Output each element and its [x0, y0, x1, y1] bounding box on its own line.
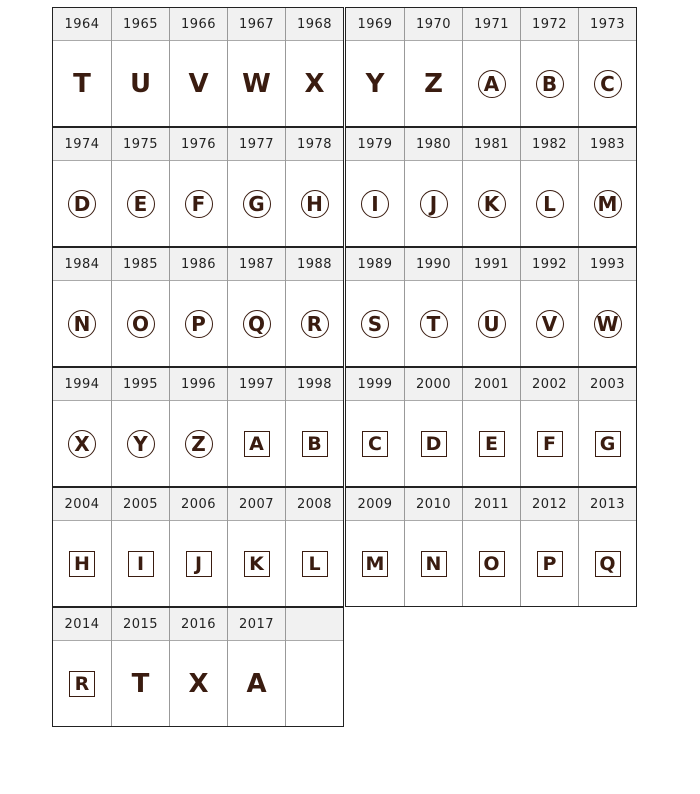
letter-cell	[463, 41, 520, 126]
year-label: 1995	[112, 368, 169, 401]
date-letter-square: G	[595, 431, 621, 457]
letter-cell	[170, 401, 227, 486]
date-letter-circle: J	[420, 190, 448, 218]
year-cell	[404, 488, 462, 606]
date-letter-circle: D	[68, 190, 96, 218]
letter-cell	[170, 281, 227, 366]
year-cell	[227, 608, 285, 726]
year-cell	[111, 488, 169, 606]
year-cell	[462, 368, 520, 486]
year-cell	[53, 488, 111, 606]
year-label: 1993	[579, 248, 636, 281]
letter-cell	[228, 641, 285, 726]
letter-cell	[463, 281, 520, 366]
year-row	[53, 486, 343, 606]
date-letter-plain: T	[131, 668, 150, 699]
year-cell	[404, 128, 462, 246]
date-letter-circle: U	[478, 310, 506, 338]
letter-cell	[346, 161, 404, 246]
letter-cell	[463, 401, 520, 486]
year-cell	[578, 368, 636, 486]
year-cell	[462, 488, 520, 606]
year-label: 1985	[112, 248, 169, 281]
letter-cell	[405, 401, 462, 486]
year-row	[346, 486, 636, 606]
year-cell	[578, 8, 636, 126]
letter-cell	[53, 161, 111, 246]
year-cell	[169, 8, 227, 126]
year-label: 1990	[405, 248, 462, 281]
year-cell	[169, 248, 227, 366]
date-letter-circle: O	[127, 310, 155, 338]
year-cell	[227, 8, 285, 126]
date-letter-circle: F	[185, 190, 213, 218]
year-cell	[285, 248, 343, 366]
year-label: 1982	[521, 128, 578, 161]
year-label: 1996	[170, 368, 227, 401]
letter-cell	[53, 641, 111, 726]
year-cell	[53, 128, 111, 246]
year-row	[346, 246, 636, 366]
letter-cell	[346, 521, 404, 606]
letter-cell	[405, 281, 462, 366]
year-label: 2008	[286, 488, 343, 521]
letter-cell	[346, 281, 404, 366]
year-cell	[227, 368, 285, 486]
letter-cell	[579, 161, 636, 246]
date-letter-square: B	[302, 431, 328, 457]
date-letter-square: H	[69, 551, 95, 577]
letter-cell	[521, 41, 578, 126]
letter-cell	[286, 281, 343, 366]
letter-cell	[463, 521, 520, 606]
year-cell	[404, 248, 462, 366]
year-cell	[462, 8, 520, 126]
date-letter-square: N	[421, 551, 447, 577]
letter-cell	[228, 281, 285, 366]
year-cell	[346, 8, 404, 126]
year-label: 2004	[53, 488, 111, 521]
year-label: 2013	[579, 488, 636, 521]
year-cell	[462, 248, 520, 366]
letter-cell	[228, 41, 285, 126]
year-label: 1972	[521, 8, 578, 41]
date-letter-circle: V	[536, 310, 564, 338]
year-label: 2007	[228, 488, 285, 521]
year-label: 2012	[521, 488, 578, 521]
letter-cell	[112, 281, 169, 366]
year-cell	[578, 248, 636, 366]
date-letter-circle: T	[420, 310, 448, 338]
year-cell	[578, 128, 636, 246]
date-letter-square: L	[302, 551, 328, 577]
letter-cell	[53, 41, 111, 126]
year-label: 1979	[346, 128, 404, 161]
date-letter-square: O	[479, 551, 505, 577]
year-row	[53, 8, 343, 126]
year-label: 2001	[463, 368, 520, 401]
year-label: 1967	[228, 8, 285, 41]
date-letter-square: I	[128, 551, 154, 577]
letter-cell	[170, 641, 227, 726]
date-letter-plain: W	[242, 68, 271, 99]
year-cell	[520, 248, 578, 366]
year-label: 1974	[53, 128, 111, 161]
year-label: 1969	[346, 8, 404, 41]
date-letter-plain: Y	[365, 68, 385, 99]
date-letter-circle: G	[243, 190, 271, 218]
year-row	[53, 366, 343, 486]
letter-cell	[286, 641, 343, 726]
year-cell	[169, 128, 227, 246]
date-letter-circle: M	[594, 190, 622, 218]
year-cell	[227, 128, 285, 246]
date-letter-square: K	[244, 551, 270, 577]
letter-cell	[579, 521, 636, 606]
letter-cell	[405, 41, 462, 126]
year-label: 1992	[521, 248, 578, 281]
year-row	[346, 126, 636, 246]
date-letter-square: P	[537, 551, 563, 577]
date-letter-square: R	[69, 671, 95, 697]
year-label: 2000	[405, 368, 462, 401]
date-letter-circle: L	[536, 190, 564, 218]
year-cell	[53, 368, 111, 486]
date-letter-square: F	[537, 431, 563, 457]
year-row	[346, 8, 636, 126]
year-cell	[227, 488, 285, 606]
date-letter-square: D	[421, 431, 447, 457]
year-label: 1970	[405, 8, 462, 41]
date-letter-square: E	[479, 431, 505, 457]
year-cell	[404, 8, 462, 126]
year-cell	[53, 608, 111, 726]
date-letter-circle: S	[361, 310, 389, 338]
year-label: 1987	[228, 248, 285, 281]
letter-cell	[228, 161, 285, 246]
year-cell	[346, 248, 404, 366]
year-cell	[111, 248, 169, 366]
year-label: 1991	[463, 248, 520, 281]
year-row	[53, 606, 343, 726]
year-cell	[169, 488, 227, 606]
year-label: 1984	[53, 248, 111, 281]
letter-cell	[112, 641, 169, 726]
year-cell	[53, 248, 111, 366]
date-letter-circle: Z	[185, 430, 213, 458]
date-letter-square: M	[362, 551, 388, 577]
letter-cell	[579, 401, 636, 486]
year-label: 1989	[346, 248, 404, 281]
year-label: 2009	[346, 488, 404, 521]
date-letter-plain: X	[188, 668, 209, 699]
year-cell	[462, 128, 520, 246]
letter-cell	[346, 41, 404, 126]
year-label: 1986	[170, 248, 227, 281]
letter-cell	[53, 521, 111, 606]
year-label: 1988	[286, 248, 343, 281]
year-label: 1977	[228, 128, 285, 161]
year-label: 2016	[170, 608, 227, 641]
year-cell	[53, 8, 111, 126]
letter-cell	[112, 401, 169, 486]
date-letter-square: J	[186, 551, 212, 577]
date-letter-circle: K	[478, 190, 506, 218]
date-letter-circle: Q	[243, 310, 271, 338]
letter-cell	[53, 281, 111, 366]
year-row	[53, 126, 343, 246]
year-label: 2015	[112, 608, 169, 641]
date-letter-square: Q	[595, 551, 621, 577]
year-label: 2003	[579, 368, 636, 401]
year-label: 1997	[228, 368, 285, 401]
letter-cell	[170, 41, 227, 126]
year-cell	[578, 488, 636, 606]
year-cell	[111, 8, 169, 126]
date-letter-circle: W	[594, 310, 622, 338]
year-cell	[169, 368, 227, 486]
year-label: 1999	[346, 368, 404, 401]
date-letter-table-left	[52, 7, 344, 727]
year-label: 1978	[286, 128, 343, 161]
letter-cell	[286, 41, 343, 126]
date-letter-circle: E	[127, 190, 155, 218]
date-letter-plain: U	[129, 68, 152, 99]
year-label: 2014	[53, 608, 111, 641]
year-label: 1994	[53, 368, 111, 401]
year-label: 1971	[463, 8, 520, 41]
letter-cell	[112, 41, 169, 126]
year-cell	[285, 488, 343, 606]
date-letter-circle: H	[301, 190, 329, 218]
letter-cell	[346, 401, 404, 486]
year-cell	[111, 368, 169, 486]
year-label: 1981	[463, 128, 520, 161]
year-label: 1965	[112, 8, 169, 41]
letter-cell	[112, 161, 169, 246]
letter-cell	[521, 401, 578, 486]
year-label: 1964	[53, 8, 111, 41]
year-cell	[285, 8, 343, 126]
letter-cell	[286, 401, 343, 486]
letter-cell	[170, 521, 227, 606]
date-letter-table-right	[345, 7, 637, 607]
date-letter-plain: Z	[424, 68, 443, 99]
letter-cell	[112, 521, 169, 606]
year-cell	[285, 128, 343, 246]
date-letter-circle: X	[68, 430, 96, 458]
letter-cell	[286, 521, 343, 606]
year-label: 1975	[112, 128, 169, 161]
year-label: 1998	[286, 368, 343, 401]
letter-cell	[170, 161, 227, 246]
date-letter-circle: I	[361, 190, 389, 218]
date-letter-circle: P	[185, 310, 213, 338]
date-letter-circle: R	[301, 310, 329, 338]
date-letter-plain: X	[304, 68, 325, 99]
date-letter-square: C	[362, 431, 388, 457]
year-label: 1976	[170, 128, 227, 161]
date-letter-circle: C	[594, 70, 622, 98]
letter-cell	[521, 281, 578, 366]
letter-cell	[53, 401, 111, 486]
year-cell	[520, 488, 578, 606]
year-label	[286, 608, 343, 641]
date-letter-square: A	[244, 431, 270, 457]
year-label: 1966	[170, 8, 227, 41]
letter-cell	[286, 161, 343, 246]
letter-cell	[405, 521, 462, 606]
letter-cell	[521, 521, 578, 606]
date-letter-circle: A	[478, 70, 506, 98]
year-cell	[520, 8, 578, 126]
year-cell	[346, 368, 404, 486]
year-cell	[227, 248, 285, 366]
date-letter-circle: B	[536, 70, 564, 98]
year-label: 2002	[521, 368, 578, 401]
year-cell	[404, 368, 462, 486]
year-cell	[346, 488, 404, 606]
letter-cell	[405, 161, 462, 246]
year-label: 2005	[112, 488, 169, 521]
year-cell	[520, 128, 578, 246]
date-letter-circle: N	[68, 310, 96, 338]
year-cell	[520, 368, 578, 486]
letter-cell	[228, 521, 285, 606]
year-row	[346, 366, 636, 486]
year-label: 1980	[405, 128, 462, 161]
letter-cell	[521, 161, 578, 246]
year-cell	[285, 608, 343, 726]
year-cell	[346, 128, 404, 246]
year-label: 1983	[579, 128, 636, 161]
year-label: 2011	[463, 488, 520, 521]
date-letter-plain: A	[246, 668, 267, 699]
year-label: 1973	[579, 8, 636, 41]
date-letter-circle: Y	[127, 430, 155, 458]
year-cell	[111, 128, 169, 246]
date-letter-plain: V	[188, 68, 209, 99]
year-label: 2006	[170, 488, 227, 521]
year-label: 1968	[286, 8, 343, 41]
year-cell	[285, 368, 343, 486]
letter-cell	[463, 161, 520, 246]
year-cell	[169, 608, 227, 726]
date-letter-plain: T	[73, 68, 91, 99]
year-cell	[111, 608, 169, 726]
letter-cell	[228, 401, 285, 486]
year-row	[53, 246, 343, 366]
year-label: 2017	[228, 608, 285, 641]
letter-cell	[579, 281, 636, 366]
year-label: 2010	[405, 488, 462, 521]
letter-cell	[579, 41, 636, 126]
